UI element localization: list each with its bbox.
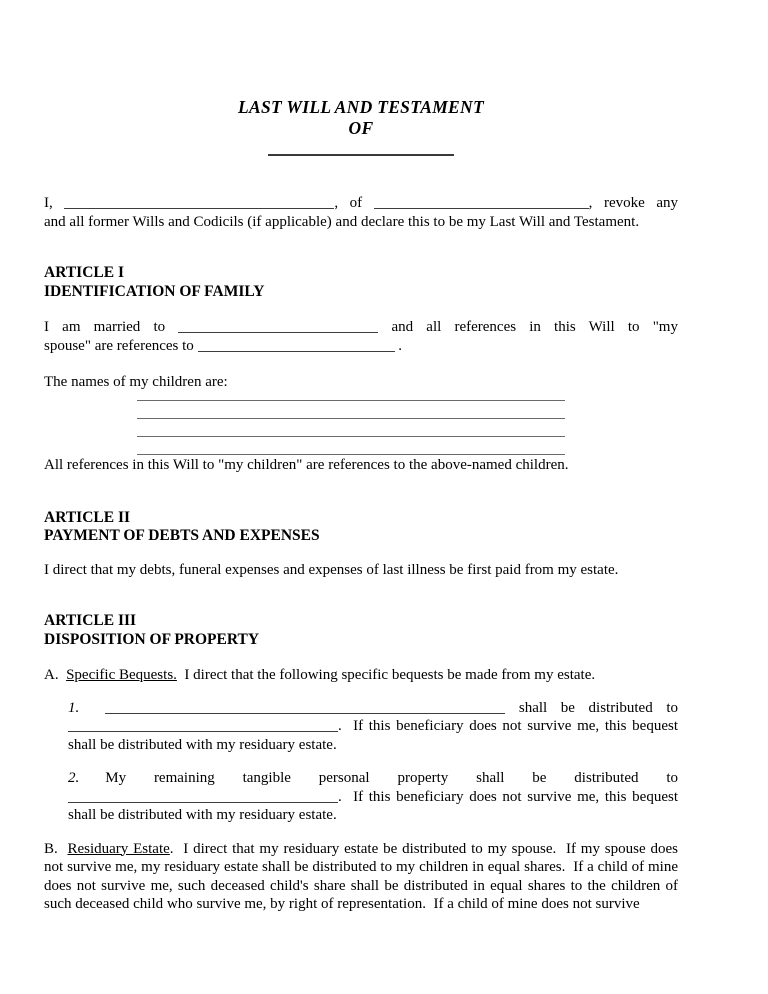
text-run: shall be distributed with my residuary estate. [68,807,337,824]
text-line [68,788,678,807]
text-run: spouse" are references to [44,337,198,354]
specific-bequests-paragraph [44,666,678,685]
bequest-item-1 [68,699,678,755]
text-run: and all former Wills and Codicils (if applicable) and declare this to be my Last Will and Testament. [44,213,640,230]
article-3-title: DISPOSITION OF PROPERTY [44,630,260,648]
child-name-blank-line [137,419,565,437]
underlined-label: Specific Bequests. [66,667,177,684]
text-line [68,769,678,788]
debts-paragraph [44,561,678,580]
text-run: B. [44,840,68,857]
child-name-blank-line [137,437,565,455]
text-run: shall be distributed with my residuary estate. [68,736,337,753]
text-run: . I direct that my residuary estate be distributed to my spouse. If my spouse does not survive me, my residuary estate shall be distributed to my children in equal shares. If a child of mine does not survive me, such deceased child's share shall be distributed in equal shares to the children of such deceased child who survive me, by right of representation. If a child of mine does not survive [44,840,678,913]
document-title-line-2: OF [348,118,374,138]
document-title-block [44,97,678,156]
article-1-title: IDENTIFICATION OF FAMILY [44,282,265,300]
text-run: . If this beneficiary does not survive me, this bequest [338,718,678,735]
testator-name-blank [64,194,334,209]
text-run: , revoke any [588,195,679,211]
text-line [68,717,678,736]
spouse-reference-blank [198,337,395,352]
spouse-name-blank [178,318,378,333]
article-2-heading [44,509,678,546]
text-run: . If this beneficiary does not survive me, this bequest [338,788,678,805]
text-line [44,456,678,475]
text-line [44,337,678,356]
text-line [44,840,678,914]
item-number: 1. [68,699,80,716]
text-line [44,561,678,580]
testator-name-title-blank [268,154,454,156]
article-3-heading [44,612,678,649]
bequest-description-blank [105,699,505,714]
residuary-estate-paragraph [44,840,678,914]
text-run: All references in this Will to "my children" are references to the above-named children. [44,457,569,474]
text-line [68,699,678,718]
text-run: I, [44,195,65,211]
testator-residence-blank [374,194,589,209]
child-name-blank-line [137,392,565,401]
article-2-number: ARTICLE II [44,508,131,526]
children-references-note [44,456,678,475]
text-run: and all references in this Will to "my [378,319,678,335]
opening-paragraph [44,194,678,231]
text-run: I direct that the following specific bequests be made from my estate. [176,667,596,684]
underlined-label: Residuary Estate [67,840,170,857]
text-run: shall be distributed to [505,699,678,716]
article-2-title: PAYMENT OF DEBTS AND EXPENSES [44,527,320,545]
text-line [44,194,678,213]
text-line [44,213,678,232]
children-names-intro [44,373,678,392]
text-run: I direct that my debts, funeral expenses and expenses of last illness be first paid from my estate. [44,561,619,578]
article-1-heading [44,264,678,301]
document-title-line-1: LAST WILL AND TESTAMENT [238,97,484,117]
bequest-item-2 [68,769,678,825]
children-name-blanks [137,392,678,456]
text-run: , of [334,195,374,211]
text-line [44,666,678,685]
bequest-beneficiary-blank [68,717,338,732]
item-number: 2. [68,770,80,787]
article-3-number: ARTICLE III [44,612,137,630]
text-line [44,373,678,392]
text-line [68,806,678,825]
text-run: I am married to [44,319,179,335]
child-name-blank-line [137,401,565,419]
marriage-paragraph [44,318,678,355]
text-line [68,736,678,755]
tangible-property-beneficiary-blank [68,788,338,803]
text-run: The names of my children are: [44,374,228,390]
text-run: . [394,337,403,354]
text-run: My remaining tangible personal property shall be distributed to [105,770,678,787]
article-1-number: ARTICLE I [44,264,124,281]
text-line [44,318,678,337]
text-run: A. [44,667,67,684]
